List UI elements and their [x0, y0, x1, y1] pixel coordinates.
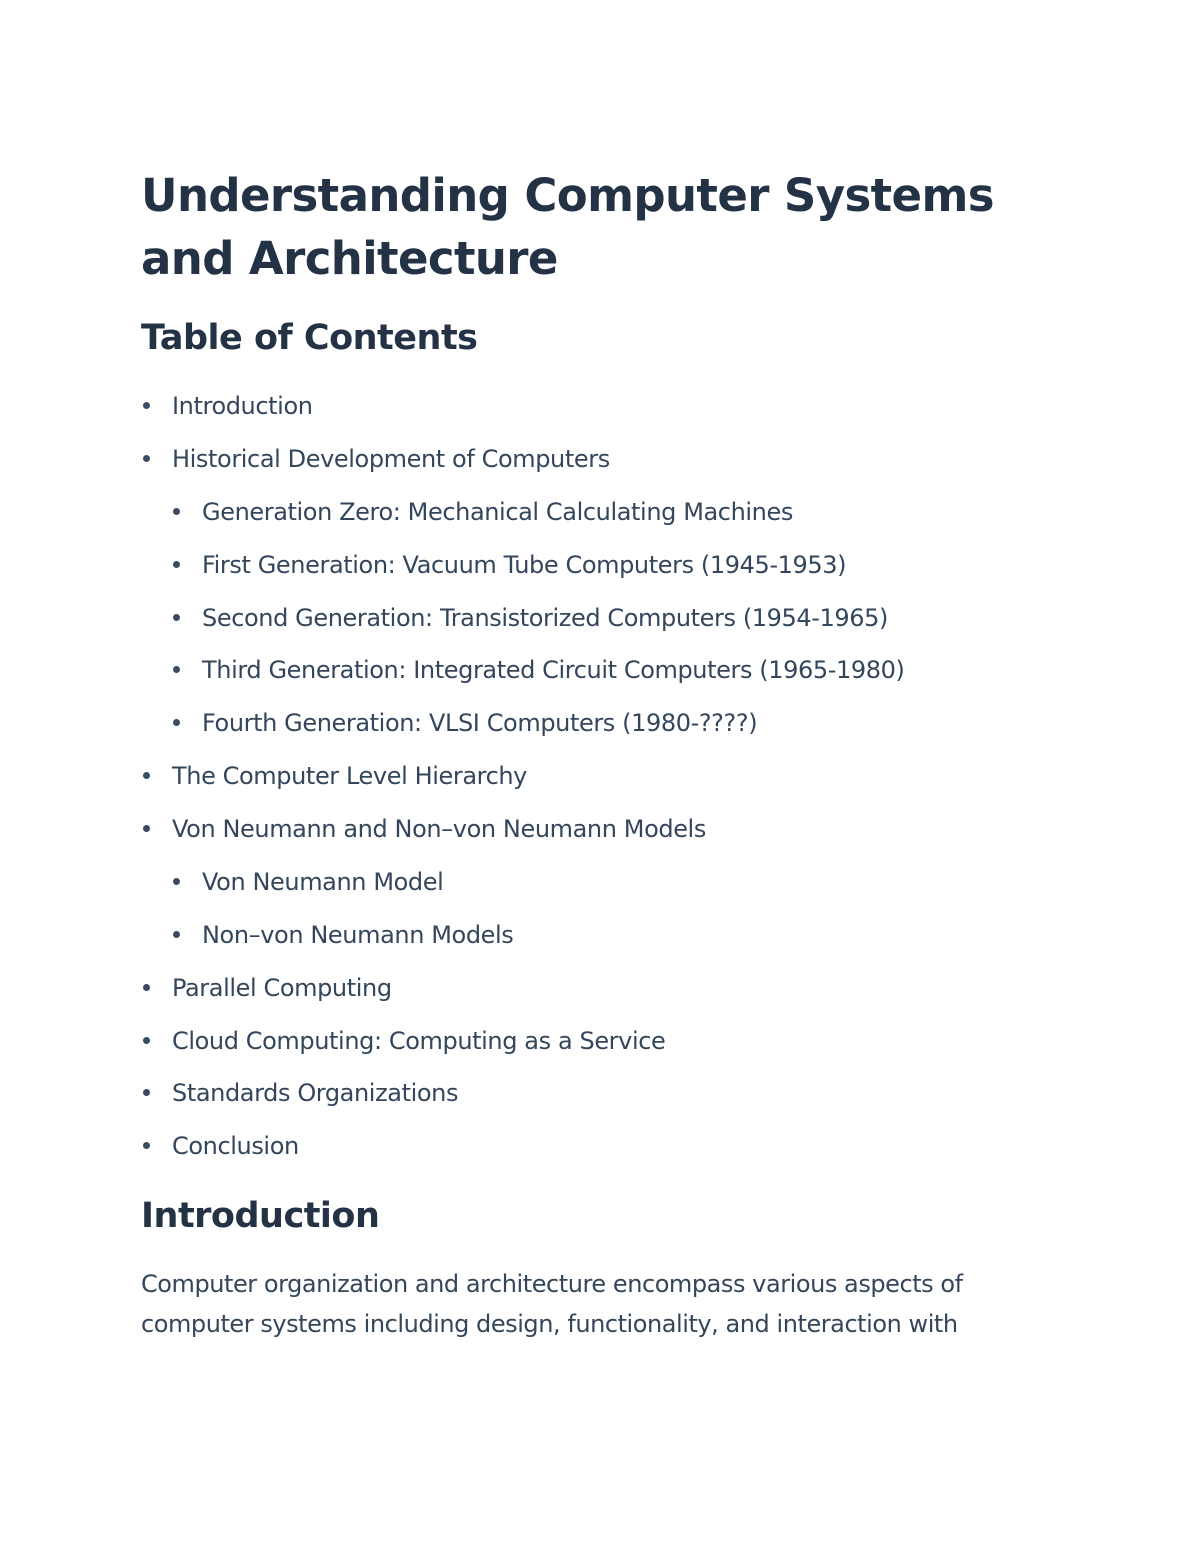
toc-item-label: Generation Zero: Mechanical Calculating Machines — [202, 498, 793, 526]
toc-item-label: Second Generation: Transistorized Computers (1954-1965) — [202, 604, 888, 632]
introduction-paragraph: Computer organization and architecture encompass various aspects of computer systems including design, functionality, and interaction with — [141, 1270, 963, 1338]
toc-item-label: The Computer Level Hierarchy — [172, 762, 527, 790]
bullet-icon — [143, 455, 150, 462]
bullet-icon — [143, 1142, 150, 1149]
toc-item-label: Non–von Neumann Models — [202, 921, 514, 949]
toc-item-label: Introduction — [172, 392, 313, 420]
toc-item-label: Parallel Computing — [172, 974, 392, 1002]
bullet-icon — [143, 1037, 150, 1044]
toc-item-label: Third Generation: Integrated Circuit Computers (1965-1980) — [202, 656, 905, 684]
introduction-heading: Introduction — [141, 1196, 380, 1236]
toc-item-label: Fourth Generation: VLSI Computers (1980-????) — [202, 709, 758, 737]
toc-item-label: Conclusion — [172, 1132, 299, 1160]
document-title: Understanding Computer Systems and Architecture — [141, 169, 994, 285]
bullet-icon — [173, 561, 180, 568]
bullet-icon — [173, 614, 180, 621]
toc-item-label: Von Neumann Model — [202, 868, 444, 896]
bullet-icon — [173, 508, 180, 515]
bullet-icon — [173, 666, 180, 673]
bullet-icon — [143, 772, 150, 779]
toc-item-label: Von Neumann and Non–von Neumann Models — [172, 815, 706, 843]
table-of-contents — [141, 0, 1061, 1200]
toc-item-label: Historical Development of Computers — [172, 445, 610, 473]
bullet-icon — [173, 878, 180, 885]
bullet-icon — [143, 402, 150, 409]
toc-item-label: First Generation: Vacuum Tube Computers (1945-1953) — [202, 551, 847, 579]
bullet-icon — [173, 719, 180, 726]
bullet-icon — [143, 1089, 150, 1096]
toc-item-label: Standards Organizations — [172, 1079, 459, 1107]
bullet-icon — [173, 931, 180, 938]
bullet-icon — [143, 825, 150, 832]
bullet-icon — [143, 984, 150, 991]
toc-item-label: Cloud Computing: Computing as a Service — [172, 1027, 666, 1055]
toc-heading: Table of Contents — [141, 318, 478, 358]
